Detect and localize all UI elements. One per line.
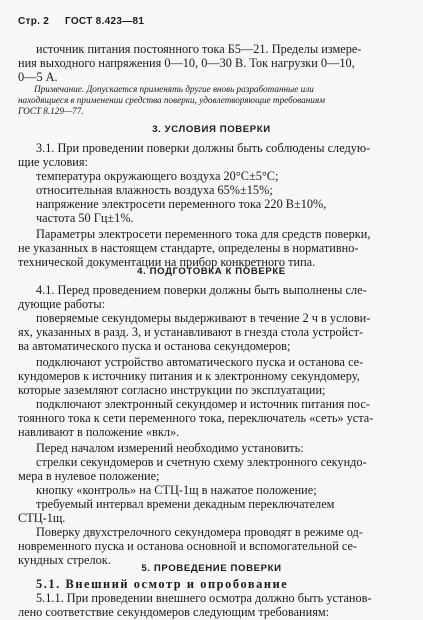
text-line: кундомеров к источнику питания и к электронному секундомеру,: [18, 369, 360, 383]
text-line: Перед началом измерений необходимо установить:: [36, 441, 304, 455]
text-line: ях, указанных в разд. 3, и устанавливают в гнезда стола устройст-: [18, 325, 364, 339]
section-4-title: 4. ПОДГОТОВКА К ПОВЕРКЕ: [137, 266, 286, 277]
text-line: СТЦ-1щ.: [18, 511, 66, 525]
text-line: мера в нулевое положение;: [18, 469, 160, 483]
text-line: поверяемые секундомеры выдерживают в течение 2 ч в услови-: [36, 311, 371, 325]
text-line: новременного пуска и останова основной и вспомогательной се-: [18, 539, 358, 553]
text-line: стрелки секундомеров и счетную схему электронного секундо-: [36, 455, 367, 469]
text-line: требуемый интервал времени декадным переключателем: [36, 497, 335, 511]
text-line: ва автоматического пуска и останова секундомеров;: [18, 339, 291, 353]
standard-number: ГОСТ 8.423—81: [65, 16, 145, 27]
section-3-title: 3. УСЛОВИЯ ПОВЕРКИ: [152, 124, 271, 135]
note-line: Примечание. Допускается применять другие вновь разработанные или: [34, 84, 314, 94]
text-line: 5.1.1. При проведении внешнего осмотра должно быть установ-: [36, 591, 372, 605]
text-line: подключают устройство автоматического пуска и останова се-: [36, 355, 364, 369]
text-line: щие условия:: [18, 155, 88, 169]
page-number: Стр. 2: [18, 16, 50, 27]
text-line: тоянного тока к сети переменного тока, переключатель «сеть» уста-: [18, 411, 374, 425]
subsection-title: 5.1. Внешний осмотр и опробование: [36, 577, 289, 591]
text-line: частота 50 Гц±1%.: [36, 211, 134, 225]
note-line: ГОСТ 8.129—77.: [18, 106, 84, 116]
text-line: температура окружающего воздуха 20°С±5°С;: [36, 169, 279, 183]
text-line: Поверку двухстрелочного секундомера проводят в режиме од-: [36, 525, 363, 539]
text-line: дующие работы:: [18, 297, 106, 311]
text-line: которые заземляют согласно инструкции по эксплуатации;: [18, 383, 326, 397]
text-line: ния выходного напряжения 0—10, 0—30 В. Ток нагрузки 0—10,: [18, 56, 355, 70]
text-line: кундных стрелок.: [18, 553, 111, 567]
text-line: лено соответствие секундомеров следующим требованиям:: [18, 605, 330, 619]
text-line: навливают в положение «вкл».: [18, 425, 180, 439]
section-5-title: 5. ПРОВЕДЕНИЕ ПОВЕРКИ: [141, 563, 282, 574]
note-line: находящиеся в применении средства поверки, удовлетворяющие требованиям: [18, 95, 326, 105]
text-line: 4.1. Перед проведением поверки должны быть выполнены сле-: [36, 283, 367, 297]
text-line: Параметры электросети переменного тока для средств поверки,: [36, 227, 371, 241]
text-line: технической документации на прибор конкретного типа.: [18, 255, 316, 269]
text-line: не указанных в настоящем стандарте, определены в нормативно-: [18, 241, 359, 255]
text-line: источник питания постоянного тока Б5—21. Пределы измере-: [36, 42, 362, 56]
text-line: напряжение электросети переменного тока 220 В±10%,: [36, 197, 327, 211]
text-line: относительная влажность воздуха 65%±15%;: [36, 183, 273, 197]
text-line: 3.1. При проведении поверки должны быть соблюдены следую-: [36, 141, 371, 155]
text-line: 0—5 А.: [18, 70, 58, 84]
text-line: подключают электронный секундомер и источник питания пос-: [36, 397, 370, 411]
text-line: кнопку «контроль» на СТЦ-1щ в нажатое положение;: [36, 483, 317, 497]
